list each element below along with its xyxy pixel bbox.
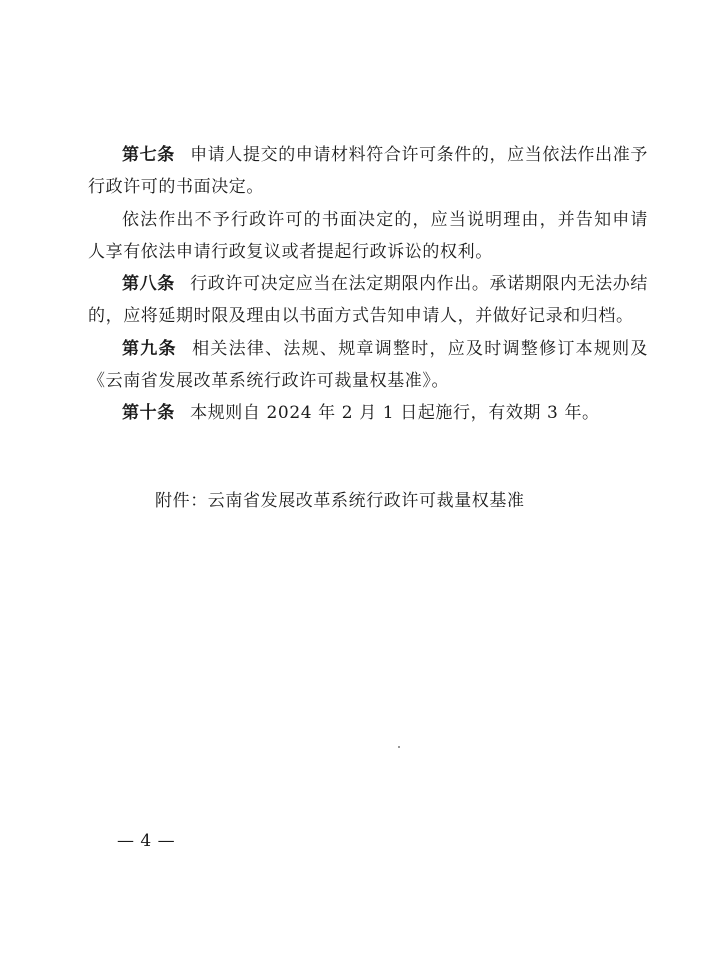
article-7-text: 申请人提交的申请材料符合许可条件的，应当依法作出准予行政许可的书面决定。 [88, 145, 648, 198]
attachment-line: 附件：云南省发展改革系统行政许可裁量权基准 [155, 491, 525, 511]
article-8-text: 行政许可决定应当在法定期限内作出。承诺期限内无法办结的，应将延期时限及理由以书面方式告知申请人，并做好记录和归档。 [88, 274, 648, 327]
article-7-paragraph-2-text: 依法作出不予行政许可的书面决定的，应当说明理由，并告知申请人享有依法申请行政复议或者提起行政诉讼的权利。 [88, 209, 648, 262]
article-10 [88, 397, 648, 429]
page-number: — 4 — [117, 831, 176, 851]
article-9-text: 相关法律、法规、规章调整时，应及时调整修订本规则及《云南省发展改革系统行政许可裁量权基准》。 [88, 338, 648, 392]
article-7-heading: 第七条 [122, 145, 175, 165]
body-text [88, 139, 648, 430]
article-8-heading: 第八条 [122, 274, 175, 295]
article-10-heading: 第十条 [122, 403, 175, 424]
article-9 [88, 333, 648, 398]
scan-speck [398, 746, 400, 748]
article-9-heading: 第九条 [122, 338, 177, 359]
article-10-text: 本规则自 2024 年 2 月 1 日起施行，有效期 3 年。 [190, 403, 600, 424]
article-8 [88, 268, 648, 333]
article-7-paragraph-2 [88, 204, 648, 269]
article-7 [88, 139, 648, 204]
